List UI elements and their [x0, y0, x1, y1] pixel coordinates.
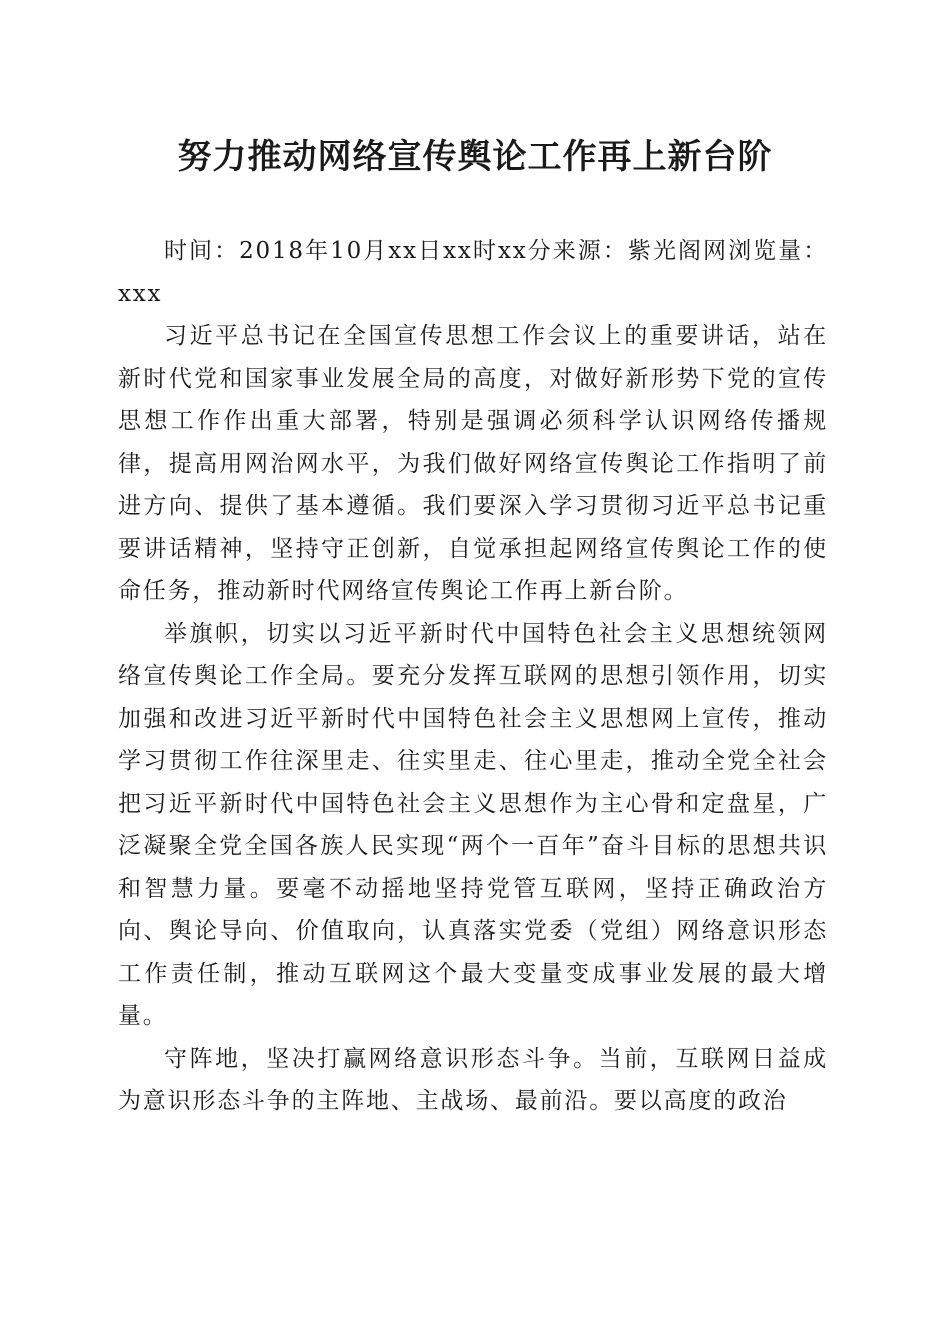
paragraph-3: 守阵地，坚决打赢网络意识形态斗争。当前，互联网日益成为意识形态斗争的主阵地、主战场、最前沿。要以高度的政治	[118, 1045, 828, 1114]
document-meta: 时间：2018年10月xx日xx时xx分来源：紫光阁网浏览量：xxx	[118, 238, 828, 307]
document-title: 努力推动网络宣传舆论工作再上新台阶	[177, 137, 773, 177]
paragraph-2: 举旗帜，切实以习近平新时代中国特色社会主义思想统领网络宣传舆论工作全局。要充分发挥互联网的思想引领作用，切实加强和改进习近平新时代中国特色社会主义思想网上宣传，推动学习贯彻工作往深里走、往实里走、往心里走，推动全党全社会把习近平新时代中国特色社会主义思想作为主心骨和定盘星，广泛凝聚全党全国各族人民实现“两个一百年”奋斗目标的思想共识和智慧力量。要毫不动摇地坚持党管互联网，坚持正确政治方向、舆论导向、价值取向，认真落实党委（党组）网络意识形态工作责任制，推动互联网这个最大变量变成事业发展的最大增量。	[118, 620, 828, 1029]
paragraph-1: 习近平总书记在全国宣传思想工作会议上的重要讲话，站在新时代党和国家事业发展全局的高度，对做好新形势下党的宣传思想工作作出重大部署，特别是强调必须科学认识网络传播规律，提高用网治网水平，为我们做好网络宣传舆论工作指明了前进方向、提供了基本遵循。我们要深入学习贯彻习近平总书记重要讲话精神，坚持守正创新，自觉承担起网络宣传舆论工作的使命任务，推动新时代网络宣传舆论工作再上新台阶。	[118, 323, 828, 604]
document-body	[118, 230, 828, 1123]
